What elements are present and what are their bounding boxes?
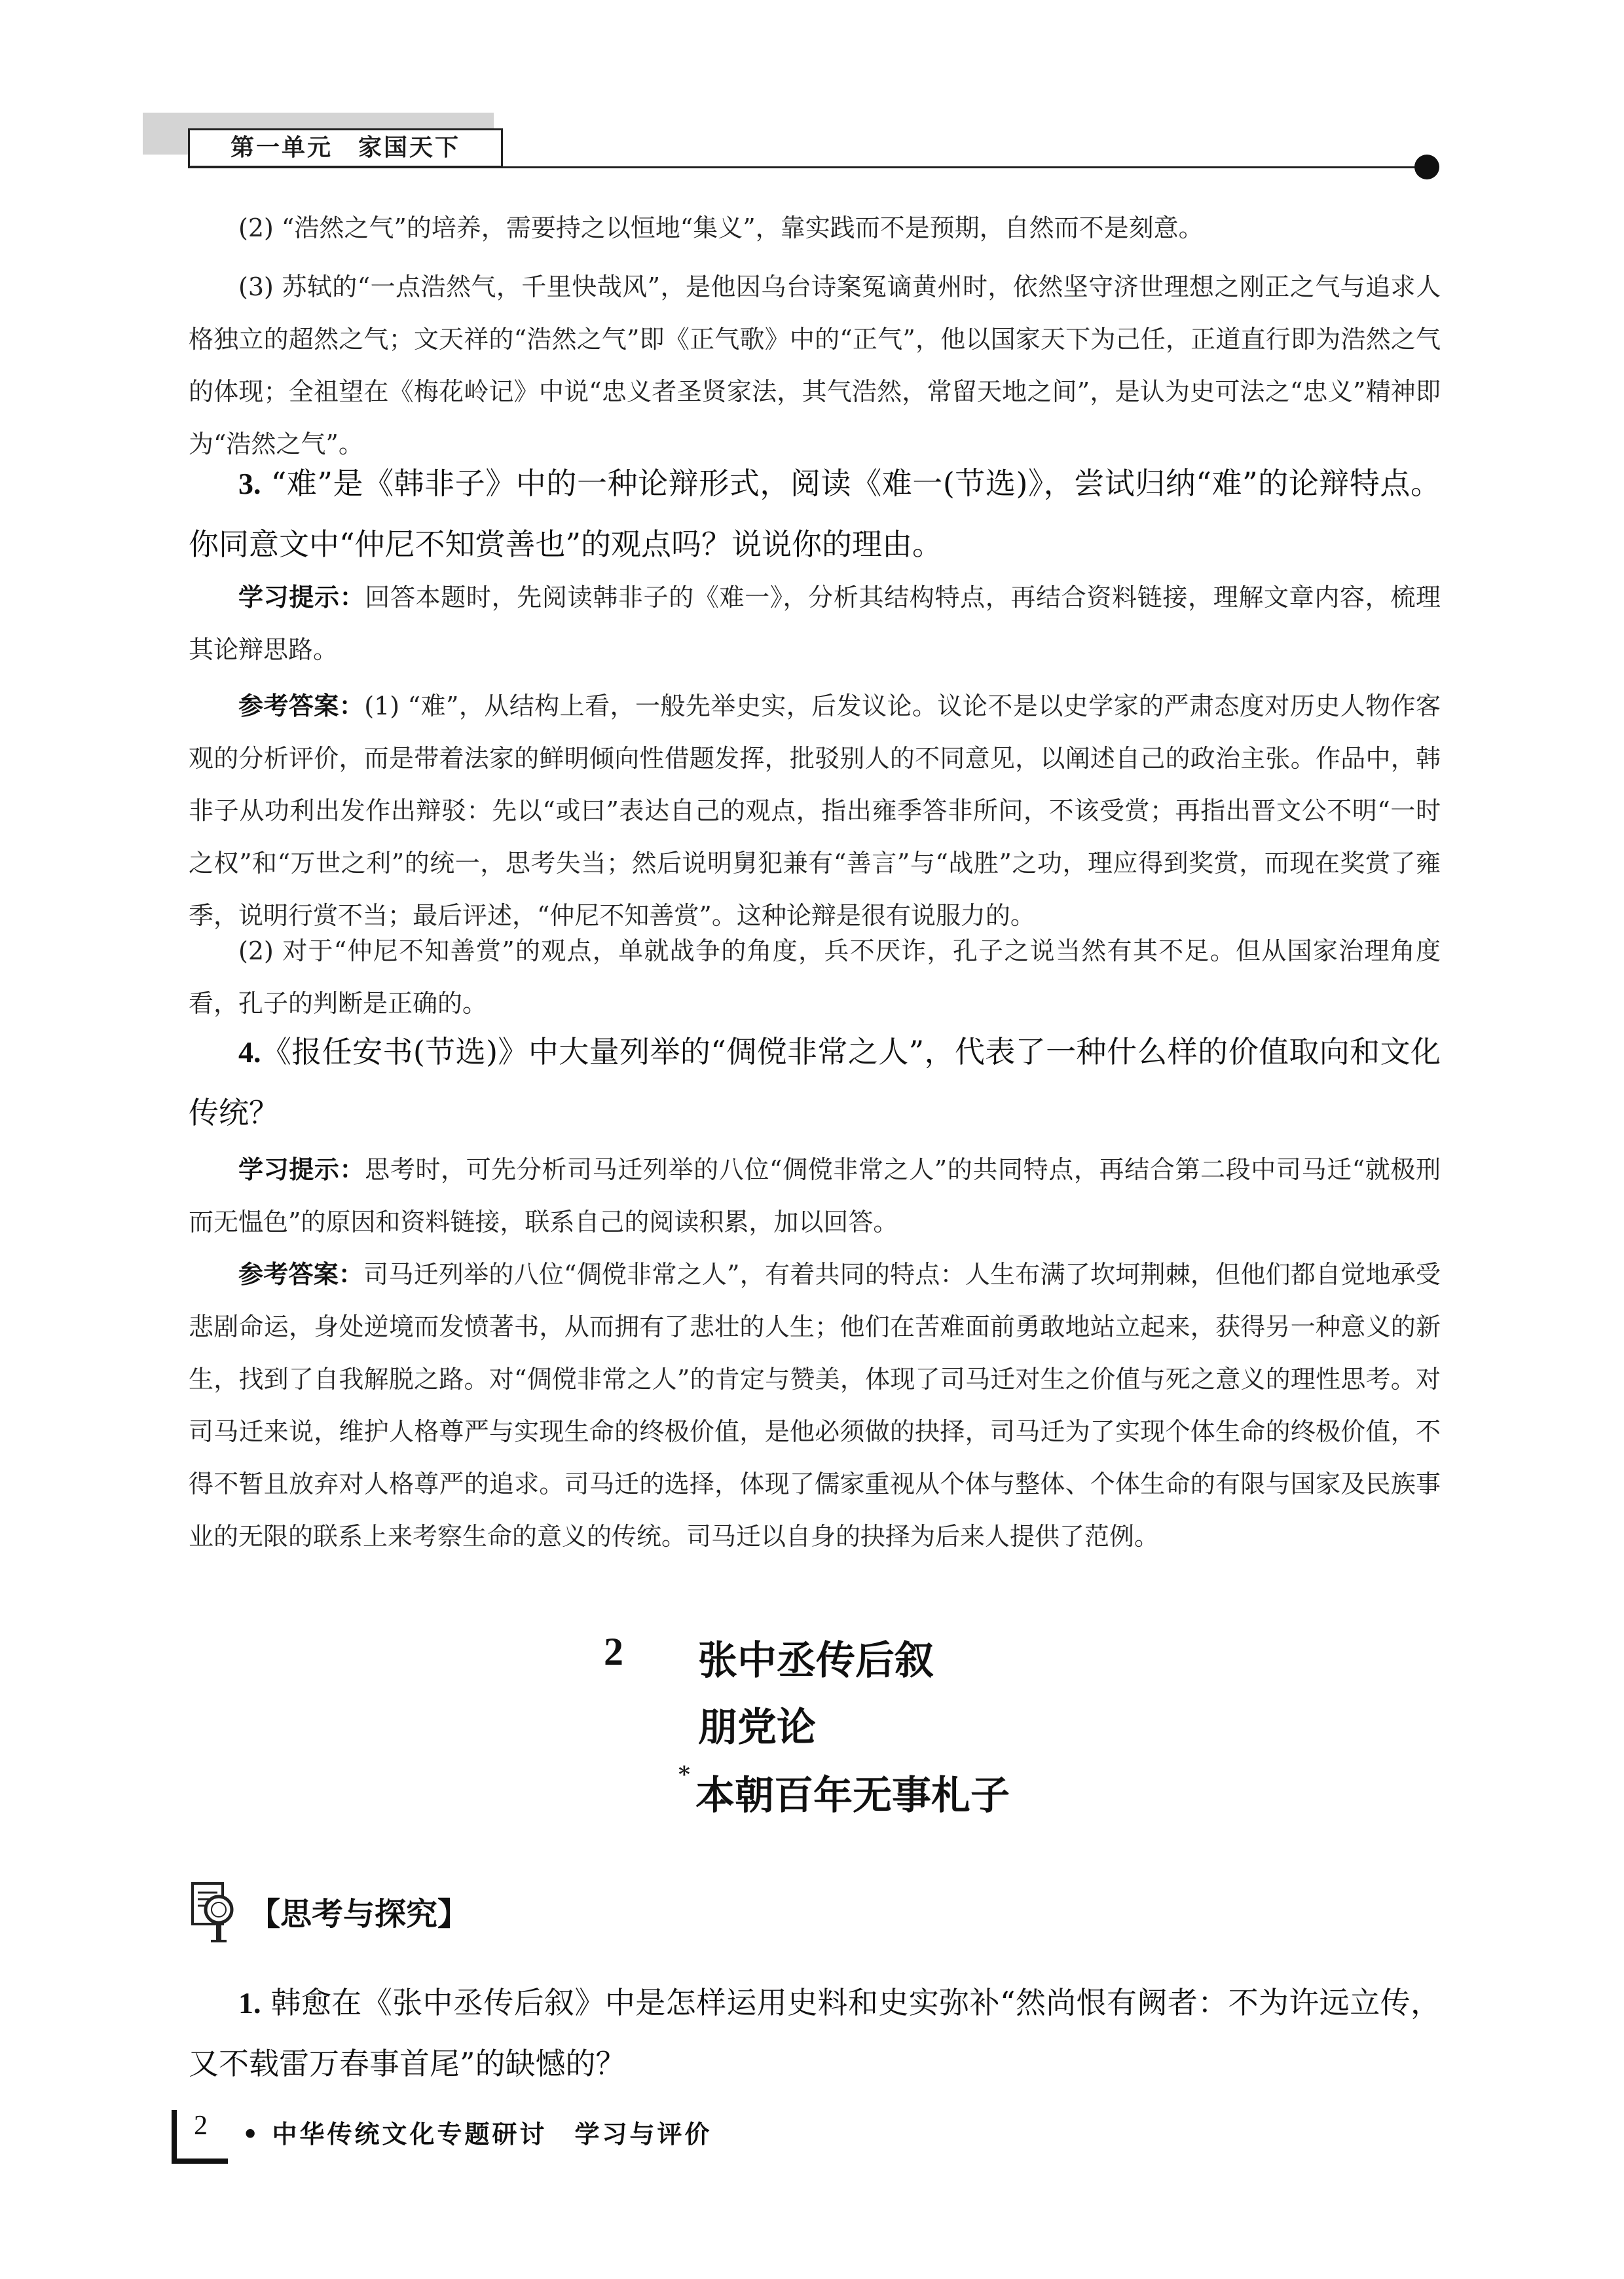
- question-4-hint: [189, 1143, 1441, 1248]
- section-title: 【思考与探究】: [249, 1896, 470, 1933]
- page-number: 2: [194, 2111, 208, 2141]
- question-3: [189, 453, 1441, 574]
- footer-book-title: • 中华传统文化专题研讨 学习与评价: [242, 2120, 712, 2149]
- hint-text: 回答本题时，先阅读韩非子的《难一》，分析其结构特点，再结合资料链接，理解文章内容，梳理其论辩思路。: [189, 583, 1441, 664]
- question-3-number: 3.: [238, 467, 261, 500]
- answer-paragraph-2: (2) “浩然之气”的培养，需要持之以恒地“集义”，靠实践而不是预期，自然而不是刻意。: [238, 213, 1204, 242]
- question-3-hint: [189, 571, 1441, 676]
- header-dot: [1414, 155, 1439, 179]
- chapter-number: 2: [604, 1630, 623, 1673]
- chapter-title-2: 朋党论: [698, 1705, 816, 1751]
- question-1: [189, 1973, 1441, 2094]
- question-1-number: 1.: [238, 1986, 261, 2020]
- optional-mark: *: [678, 1762, 690, 1788]
- hint-label: 学习提示：: [238, 1155, 365, 1184]
- question-4: [189, 1022, 1441, 1143]
- question-4-answer: [189, 1248, 1441, 1563]
- answer-text: (1) “难”，从结构上看，一般先举史实，后发议论。议论不是以史学家的严肃态度对历史人物作客观的分析评价，而是带着法家的鲜明倾向性借题发挥，批驳别人的不同意见，以阐述自己的政治主张。作品中，韩非子从功利出发作出辩驳：先以“或曰”表达自己的观点，指出雍季答非所问，不该受赏；再指出晋文公不明“一时之权”和“万世之利”的统一，思考失当；然后说明舅犯兼有“善言”与“战胜”之功，理应得到奖赏，而现在奖赏了雍季，说明行赏不当；最后评述，“仲尼不知善赏”。这种论辩是很有说服力的。: [189, 692, 1441, 930]
- question-3-answer-1: [189, 680, 1441, 942]
- hint-text: 思考时，可先分析司马迁列举的八位“倜傥非常之人”的共同特点，再结合第二段中司马迁“就极刑而无愠色”的原因和资料链接，联系自己的阅读积累，加以回答。: [189, 1155, 1441, 1236]
- answer-label: 参考答案：: [238, 692, 365, 720]
- magnifier-document-icon: [189, 1878, 241, 1944]
- question-3-text: “难”是《韩非子》中的一种论辩形式，阅读《难一(节选)》，尝试归纳“难”的论辩特点。你同意文中“仲尼不知赏善也”的观点吗？说说你的理由。: [189, 466, 1441, 562]
- question-4-number: 4.: [238, 1035, 261, 1069]
- chapter-title-1: 张中丞传后叙: [698, 1638, 934, 1684]
- question-3-answer-2: (2) 对于“仲尼不知善赏”的观点，单就战争的角度，兵不厌诈，孔子之说当然有其不足。但从国家治理角度看，孔子的判断是正确的。: [189, 936, 1441, 1018]
- unit-label: 第一单元 家国天下: [188, 128, 503, 168]
- question-1-text: 韩愈在《张中丞传后叙》中是怎样运用史料和史实弥补“然尚恨有阙者：不为许远立传，又不载雷万春事首尾”的缺憾的？: [189, 1985, 1441, 2081]
- hint-label: 学习提示：: [238, 583, 365, 612]
- answer-paragraph-3: (3) 苏轼的“一点浩然气，千里快哉风”，是他因乌台诗案冤谪黄州时，依然坚守济世理想之刚正之气与追求人格独立的超然之气；文天祥的“浩然之气”即《正气歌》中的“正气”，他以国家天下为己任，正道直行即为浩然之气的体现；全祖望在《梅花岭记》中说“忠义者圣贤家法，其气浩然，常留天地之间”，是认为史可法之“忠义”精神即为“浩然之气”。: [189, 272, 1441, 458]
- answer-text: 司马迁列举的八位“倜傥非常之人”，有着共同的特点：人生布满了坎坷荆棘，但他们都自觉地承受悲剧命运，身处逆境而发愤著书，从而拥有了悲壮的人生；他们在苦难面前勇敢地站立起来，获得另一种意义的新生，找到了自我解脱之路。对“倜傥非常之人”的肯定与赞美，体现了司马迁对生之价值与死之意义的理性思考。对司马迁来说，维护人格尊严与实现生命的终极价值，是他必须做的抉择，司马迁为了实现个体生命的终极价值，不得不暂且放弃对人格尊严的追求。司马迁的选择，体现了儒家重视从个体与整体、个体生命的有限与国家及民族事业的无限的联系上来考察生命的意义的传统。司马迁以自身的抉择为后来人提供了范例。: [189, 1260, 1441, 1551]
- header-rule: [188, 166, 1424, 168]
- chapter-title-3: 本朝百年无事札子: [695, 1773, 1010, 1819]
- question-4-text: 《报任安书(节选)》中大量列举的“倜傥非常之人”，代表了一种什么样的价值取向和文化传统？: [189, 1034, 1441, 1130]
- answer-label: 参考答案：: [238, 1260, 364, 1289]
